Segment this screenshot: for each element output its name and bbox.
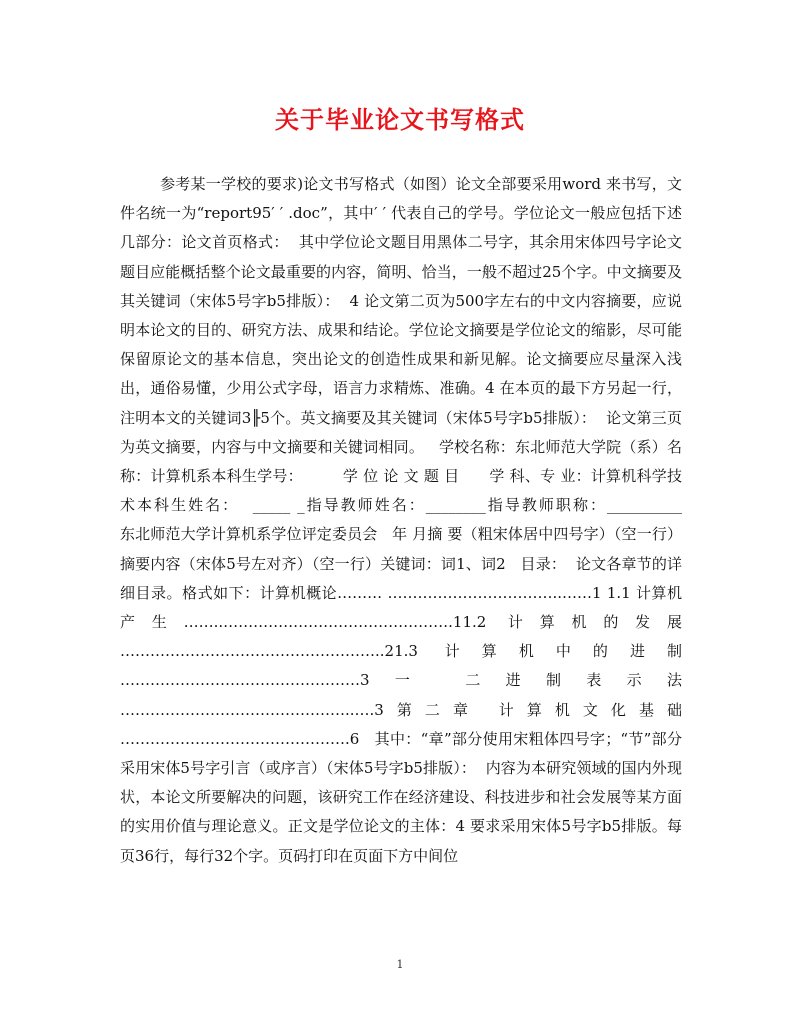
page-number: 1 xyxy=(396,958,404,971)
document-title: 关于毕业论文书写格式 xyxy=(275,105,525,134)
document-body: 参考某一学校的要求)论文书写格式（如图）论文全部要采用word 来书写，文件名统一为“report95′ ′ .doc”，其中′ ′ 代表自己的学号。学位论文一般应包括下述几部分：论文首页格式： 其中学位论文题目用黑体二号字，其余用宋体四号字论文题目应能概括整个论文最重要的内容，简明、恰当，一般不超过25个字。中文摘要及其关键词（宋体5号字b5排版）： 4 论文第二页为500字左右的中文内容摘要，应说明本论文的目的、研究方法、成果和结论。学位论文摘要是学位论文的缩影，尽可能保留原论文的基本信息，突出论文的创造性成果和新见解。论文摘要应尽量深入浅出，通俗易懂，少用公式字母，语言力求精炼、准确。4 在本页的最下方另起一行，注明本文的关键词3╟5个。英文摘要及其关键词（宋体5号字b5排版）： 论文第三页为英文摘要，内容与中文摘要和关键词相同。 学校名称：东北师范大学院（系）名称：计算机系本科生学号： 学 位 论 文 题 目 学 科、专 业：计算机科学技术本科生姓名： _____ _指导教师姓名：________指导教师职称：__________ 东北师范大学计算机系学位评定委员会 年 月摘 要（粗宋体居中四号字）（空一行）摘要内容（宋体5号左对齐）（空一行）关键词：词1、词2 目录： 论文各章节的详细目录。格式如下：计算机概论……… ……………………………..……1 1.1 计算机产生……..……………………………………….11.2 计算机的发展 ……………………………………………..21.3 计算机中的进制 …………………………………………3一 二进制表示法 ………………………………………..….3第二章 计算机文化基础 ……………………………………….6 其中：“章”部分使用宋粗体四号字；“节”部分采用宋体5号字引言（或序言）（宋体5号字b5排版）： 内容为本研究领域的国内外现状，本论文所要解决的问题，该研究工作在经济建设、科技进步和社会发展等某方面的实用价值与理论意义。正文是学位论文的主体：4 要求采用宋体5号字b5排版。每页36行，每行32个字。页码打印在页面下方中间位 xyxy=(120,175,735,865)
